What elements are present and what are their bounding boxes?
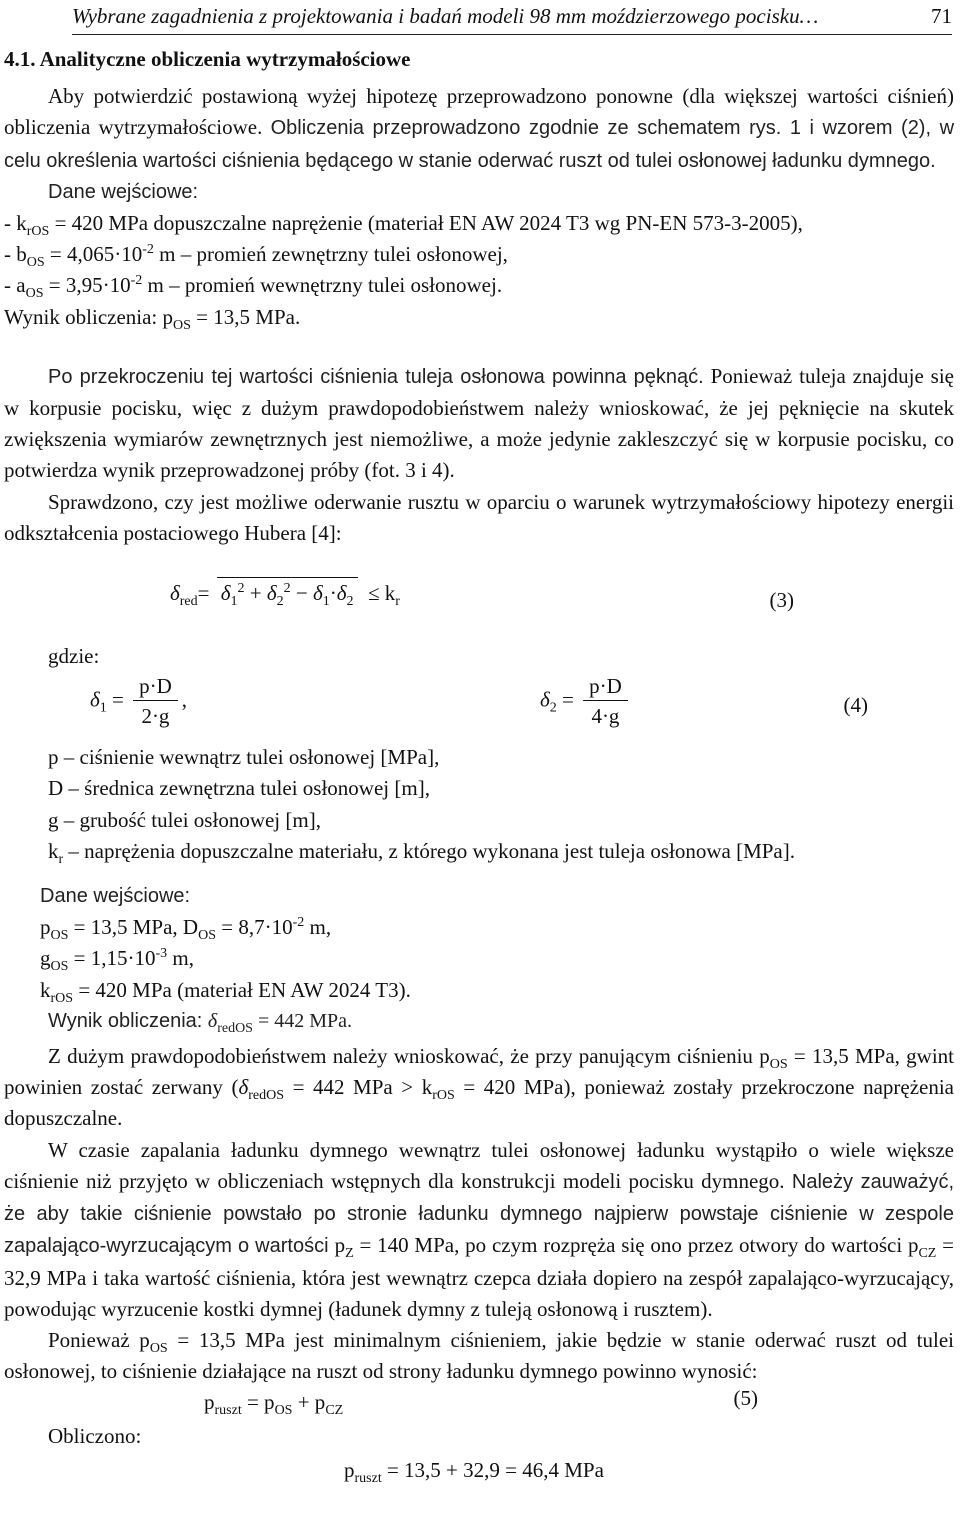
inputs2-line1: $p_{OS} = 13,5$ MPa, $D_{OS} = 8,7\cdot 10^{-2}$ m, [40,915,332,944]
equation-3-number: (3) [769,588,794,613]
page-body [4,40,954,1489]
inputs2-line2: $g_{OS} = 1,15\cdot 10^{-3}$ m, [40,946,195,975]
input-aOS: - $a_{OS} = 3,95\cdot 10^{-2}$ m – promień wewnętrzny tulei osłonowej. [4,273,503,302]
where-label: gdzie: [48,644,100,669]
inputs2-label: Dane wejściowe: [40,885,191,908]
equation-4-number: (4) [843,693,868,718]
inputs-label: Dane wejściowe: [48,180,199,203]
input-krOS: - $k_{rOS} = 420$ MPa dopuszczalne naprężenie (materiał EN AW 2024 T3 wg PN-EN 573-3-2005), [4,211,803,240]
def-g: g – grubość tulei osłonowej [m], [48,807,321,832]
minimum-pressure-paragraph: Ponieważ $p_{OS} = 13,5$ MPa jest minimalnym ciśnieniem, jakie będzie w stanie oderwać ruszt od tulei osłonowej, to ciśnienie działające na ruszt od strony ładunku dymnego powinno wynosić: [4,1327,954,1384]
def-kr: $k_r$ – naprężenia dopuszczalne materiału, z którego wykonana jest tuleja osłonowa [MPa]. [48,838,795,868]
definitions-list [48,742,954,867]
equation-5: $p_{ruszt} = p_{OS} + p_{CZ}$ (5) [4,1387,954,1421]
inputs2 [40,881,954,1037]
final-result: $p_{ruszt} = 13,5 + 32,9 = 46,4$ MPa [344,1458,604,1487]
inputs2-result: Wynik obliczenia: $\delta_{redOS} = 442$ MPa. [48,1009,353,1036]
equation-3: $\delta_{red}= \delta_1^2 + \delta_2^2 - \delta_1\cdot\delta_2 \le k_r$ (3) [4,577,954,641]
huber-paragraph: Sprawdzono, czy jest możliwe oderwanie rusztu w oparciu o warunek wytrzymałościowy hipotezy energii odkształcenia postaciowego Hubera [4]: [4,489,954,545]
delta2-formula: $\delta_2$ = $\frac{p\cdot D}{4\cdot g}$ [540,672,632,731]
header-title: Wybrane zagadnienia z projektowania i badań modeli 98 mm moździerzowego pocisku… [72,4,819,28]
conclusion-paragraph: Z dużym prawdopodobieństwem należy wnioskować, że przy panującym ciśnieniu $p_{OS} = 13,5$ MPa, gwint powinien zostać zerwany ($\delta_{redOS} = 442$ MPa > $k_{rOS} = 420$ MPa), ponieważ zostały przekroczone naprężenia dopuszczalne. [4,1044,954,1131]
equation-5-number: (5) [733,1386,758,1411]
def-p: p – ciśnienie wewnątrz tulei osłonowej [MPa], [48,745,440,770]
def-D: D – średnica zewnętrzna tulei osłonowej [m], [48,776,430,801]
discussion-paragraph: Po przekroczeniu tej wartości ciśnienia tuleja osłonowa powinna pęknąć. Ponieważ tuleja znajduje się w korpusie pocisku, więc z dużym prawdopodobieństwem należy wnioskować, że jej pęknięcie na skutek zwiększenia wymiarów zewnętrznych jest niemożliwe, a może jedynie zakleszczyć się w korpusie pocisku, co potwierdza wynik przeprowadzonej próby (fot. 3 i 4). [4,363,955,483]
delta1-formula: $\delta_1$ = $\frac{p\cdot D}{2\cdot g}$ , [90,674,188,729]
result-pOS: Wynik obliczenia: $p_{OS} = 13,5$ MPa. [4,304,301,333]
input-bOS: - $b_{OS} = 4,065\cdot 10^{-2}$ m – promień zewnętrzny tulei osłonowej, [4,242,508,271]
inputs2-line3: $k_{rOS} = 420$ MPa (materiał EN AW 2024 T3). [40,977,411,1006]
intro-paragraph: Aby potwierdzić postawioną wyżej hipotezę przeprowadzono ponowne (dla większej wartości ciśnień) obliczenia wytrzymałościowe. Obliczenia przeprowadzono zgodnie ze schematem rys. 1 i wzorem (2), w celu określenia wartości ciśnienia będącego w stanie oderwać ruszt od tulei osłonowej ładunku dymnego. [4,84,955,172]
computed-label: Obliczono: [48,1424,142,1449]
equation-4 [4,672,954,742]
header-rule [72,34,952,35]
page-number: 71 [931,4,952,28]
section-heading: 4.1. Analityczne obliczenia wytrzymałościowe [4,47,411,71]
ignition-paragraph: W czasie zapalania ładunku dymnego wewnątrz tulei osłonowej ładunku wystąpiło o wiele większe ciśnienie niż przyjęto w obliczeniach wstępnych dla konstrukcji modeli pocisku dymnego. Należy zauważyć, że aby takie ciśnienie powstało po stronie ładunku dymnego najpierw powstaje ciśnienie w zespole zapalająco-wyrzucającym o wartości $p_Z = 140$ MPa, po czym rozpręża się ono przez otwory do wartości $p_{CZ} = 32,9$ MPa i taka wartość ciśnienia, która jest wewnątrz czepca działa dopiero na zespół zapalająco-wyrzucający, powodując wyrzucenie kostki dymnej (ładunek dymny z tuleją osłonową i rusztem). [4,1137,955,1321]
computed-row [4,1421,954,1455]
running-header [72,4,952,29]
